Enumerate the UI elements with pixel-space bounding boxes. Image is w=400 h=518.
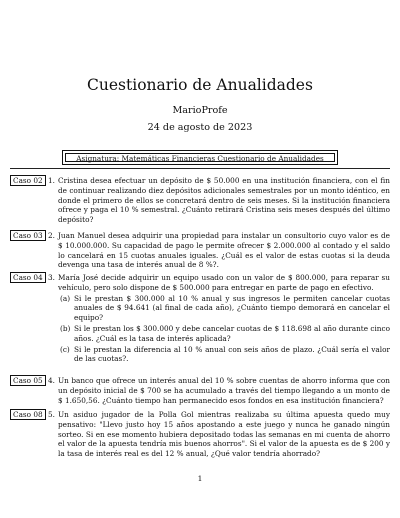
caso-badge: Caso 05	[10, 375, 46, 386]
document-title: Cuestionario de Anualidades	[87, 76, 313, 94]
subitem-text: Si le prestan la diferencia al 10 % anual con seis años de plazo. ¿Cuál sería el valor de las cuotas?.	[74, 344, 390, 364]
question-body: Juan Manuel desea adquirir una propiedad para instalar un consultorio cuyo valor es de $ 10.000.000. Su capacidad de pago le permite ofrecer $ 2.000.000 al contado y el saldo lo cancelará en 15 cuotas anuales iguales. ¿Cuál es el valor de estas cuotas si la deuda devenga una tasa de interés anual de 8 %?.	[58, 231, 390, 270]
subitem-label: (a)	[60, 293, 71, 303]
question-number: 5.	[48, 410, 55, 419]
question-body: Un asiduo jugador de la Polla Gol mientras realizaba su última apuesta quedo muy pensativo: "Llevo justo hoy 15 años apostando a este juego y nunca he ganado ningún sorteo. Si en ese momento hubiera depositado todas las semanas en mi cuenta de ahorro el valor de la apuesta tendría mis buenos ahorros". Si el valor de la apuesta es de $ 200 y la tasa de interés real es del 12 % anual, ¿Qué valor tendría ahorrado?	[58, 410, 390, 459]
question-number: 1.	[48, 176, 55, 185]
question-body: María José decide adquirir un equipo usado con un valor de $ 800.000, para reparar su vehículo, pero solo dispone de $ 500.000 para entregar en parte de pago en efectivo.	[58, 273, 390, 292]
question-text	[48, 231, 390, 270]
subitem-text: Si le prestan $ 300.000 al 10 % anual y sus ingresos le permiten cancelar cuotas anuales de $ 94.641 (al final de cada año), ¿Cuánto tiempo demorará en cancelar el equipo?	[74, 293, 390, 323]
question-body: Un banco que ofrece un interés anual del 10 % sobre cuentas de ahorro informa que con un depósito inicial de $ 700 se ha acumulado a través del tiempo llegando a un monto de $ 1.650,56. ¿Cuánto tiempo han permanecido esos fondos en esa institución financiera?	[58, 376, 390, 405]
subitem-a	[58, 294, 390, 323]
question-number: 2.	[48, 231, 55, 240]
question-number: 4.	[48, 376, 55, 385]
subitem-c	[58, 345, 390, 365]
question-text	[48, 410, 390, 459]
subitem-label: (b)	[60, 323, 71, 333]
header-rule	[10, 168, 390, 169]
question-body: Cristina desea efectuar un depósito de $ 50.000 en una institución financiera, con el fin de continuar realizando diez depósitos adicionales semestrales por un monto idéntico, en donde el primero de ellos se concretará dentro de seis meses. Si la institución financiera ofrece y paga el 10 % semestral. ¿Cuánto retirará Cristina seis meses después del último depósito?	[58, 176, 390, 225]
document-author: MarioProfe	[172, 105, 228, 116]
subitem-text: Si le prestan los $ 300.000 y debe cancelar cuotas de $ 118.698 al año durante cinco años. ¿Cuál es la tasa de interés aplicada?	[74, 323, 390, 343]
caso-badge: Caso 04	[10, 272, 46, 283]
caso-badge: Caso 08	[10, 409, 46, 420]
subitem-label: (c)	[60, 344, 70, 354]
document-date: 24 de agosto de 2023	[147, 122, 253, 133]
question-text	[48, 273, 390, 364]
caso-badge: Caso 03	[10, 230, 46, 241]
question-text	[48, 376, 390, 405]
caso-badge: Caso 02	[10, 175, 46, 186]
page-number: 1	[197, 474, 203, 483]
question-text	[48, 176, 390, 225]
question-number: 3.	[48, 273, 55, 282]
subject-box	[62, 150, 338, 165]
subject-label: Asignatura: Matemáticas Financieras Cuestionario de Anualidades	[65, 153, 335, 162]
subitem-b	[58, 324, 390, 344]
